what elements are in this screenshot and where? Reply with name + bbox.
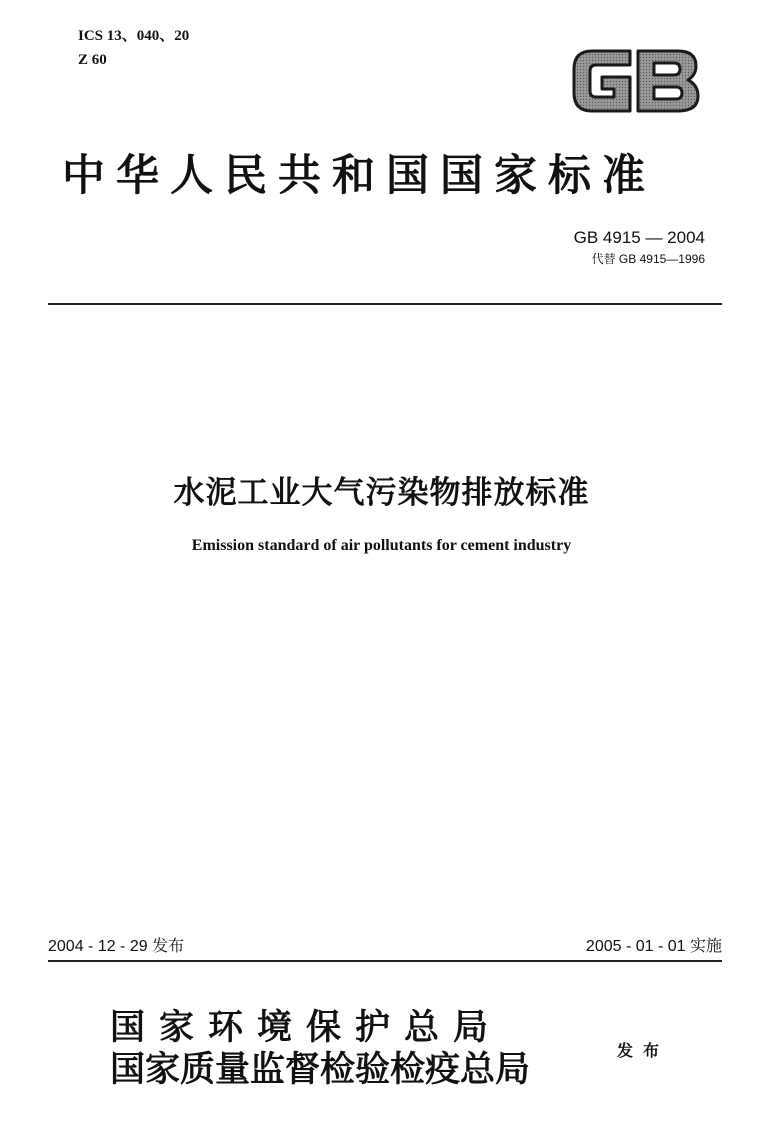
ccs-code: Z 60 <box>78 52 107 68</box>
issue-date: 2004 - 12 - 29 发布 <box>48 938 185 955</box>
top-divider <box>48 303 722 305</box>
issuer-line-1: 国家环境保护总局 <box>110 1007 503 1048</box>
publish-label: 发布 <box>617 1041 670 1060</box>
implement-date: 2005 - 01 - 01 实施 <box>585 938 722 955</box>
document-title-english: Emission standard of air pollutants for cement industry <box>191 537 572 554</box>
bottom-divider <box>48 960 722 962</box>
document-title-chinese: 水泥工业大气污染物排放标准 <box>173 475 590 511</box>
standard-code-block <box>574 226 705 268</box>
issuer-line-2: 国家质量监督检验检疫总局 <box>110 1049 531 1090</box>
ics-codes <box>78 24 189 72</box>
standard-org-title: 中华人民共和国国家标准 <box>62 151 656 201</box>
standard-code: GB 4915 — 2004 <box>573 228 705 247</box>
gb-logo <box>570 47 702 115</box>
replaces-code: 代替 GB 4915—1996 <box>591 252 705 266</box>
ics-code: ICS 13、040、20 <box>78 28 190 44</box>
